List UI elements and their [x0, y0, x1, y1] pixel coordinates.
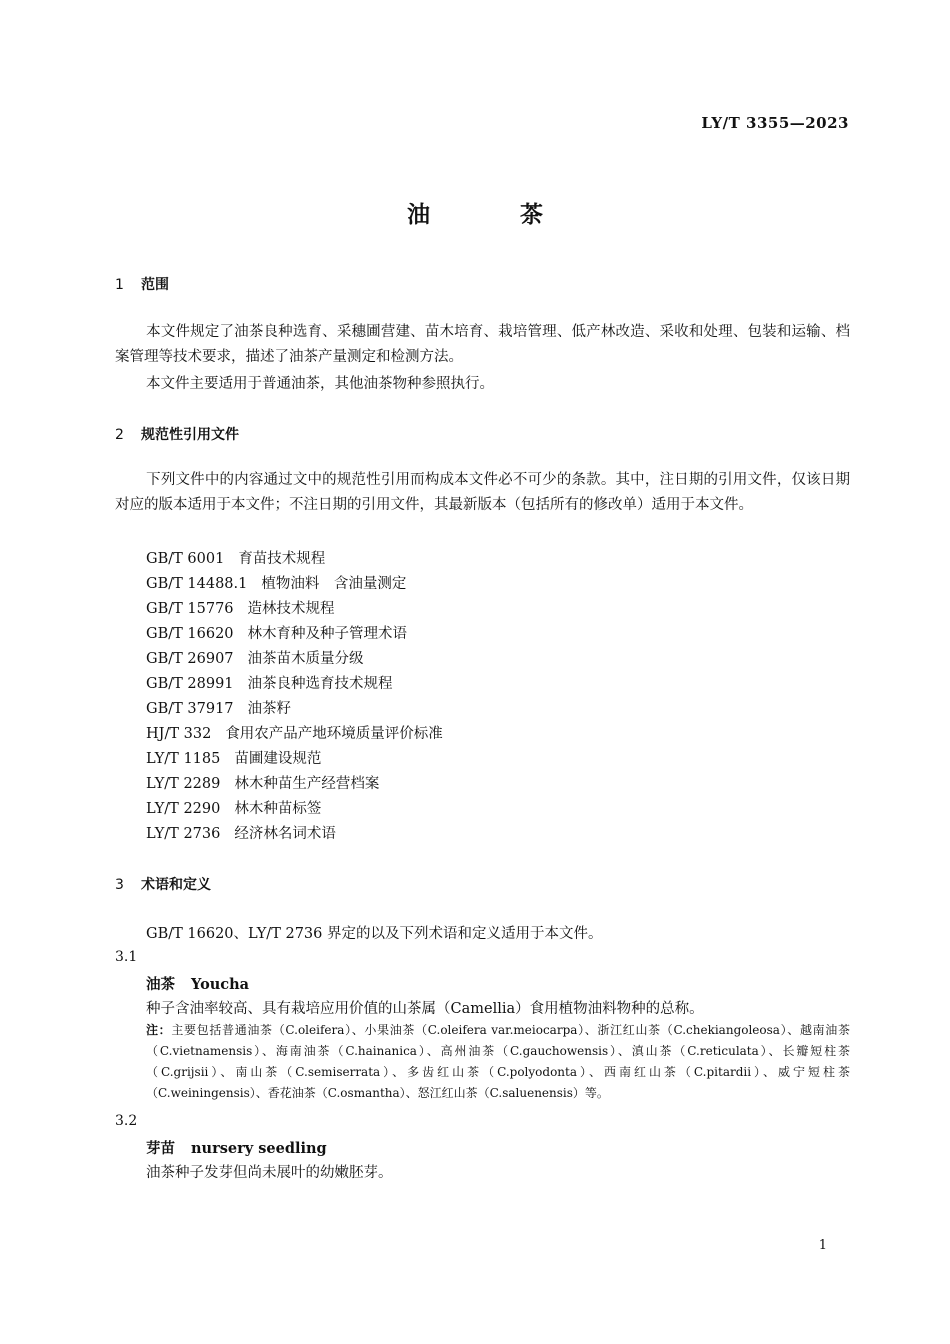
- scope-paragraph-1: 本文件规定了油茶良种选育、采穗圃营建、苗木培育、栽培管理、低产林改造、采收和处理、包装和运输、档案管理等技术要求，描述了油茶产量测定和检测方法。: [115, 324, 850, 365]
- term-definition: 种子含油率较高、具有栽培应用价值的山茶属（Camellia）食用植物油料物种的总称。: [146, 1001, 704, 1017]
- document-title: [0, 196, 950, 229]
- term-chinese: 芽苗: [146, 1140, 175, 1157]
- section-title: 术语和定义: [141, 877, 211, 893]
- reference-item: LY/T 1185 苗圃建设规范: [146, 751, 322, 767]
- section-title: 规范性引用文件: [141, 427, 239, 443]
- term-definition: 油茶种子发芽但尚未展叶的幼嫩胚芽。: [146, 1165, 393, 1181]
- reference-item: GB/T 14488.1 植物油料 含油量测定: [146, 576, 407, 592]
- section-1-heading: [115, 274, 169, 294]
- reference-item: GB/T 37917 油茶籽: [146, 701, 292, 717]
- reference-item: LY/T 2289 林木种苗生产经营档案: [146, 776, 380, 792]
- title-char-2: 茶: [520, 201, 543, 228]
- title-char-1: 油: [407, 201, 430, 228]
- section-2-heading: [115, 424, 239, 444]
- reference-item: LY/T 2736 经济林名词术语: [146, 826, 336, 842]
- reference-item: LY/T 2290 林木种苗标签: [146, 801, 322, 817]
- normative-references-intro: 下列文件中的内容通过文中的规范性引用而构成本文件必不可少的条款。其中，注日期的引用文件，仅该日期对应的版本适用于本文件；不注日期的引用文件，其最新版本（包括所有的修改单）适用于本文件。: [115, 472, 850, 513]
- reference-item: GB/T 16620 林木育种及种子管理术语: [146, 626, 408, 642]
- section-number: 2: [115, 427, 124, 443]
- section-number: 1: [115, 277, 124, 293]
- reference-item: HJ/T 332 食用农产品产地环境质量评价标准: [146, 726, 443, 742]
- term-heading: [146, 973, 249, 994]
- reference-item: GB/T 28991 油茶良种选育技术规程: [146, 676, 393, 692]
- clause-number: 3.2: [115, 1113, 138, 1129]
- standard-number: LY/T 3355—2023: [701, 114, 849, 132]
- terms-intro: GB/T 16620、LY/T 2736 界定的以及下列术语和定义适用于本文件。: [146, 926, 603, 942]
- reference-item: GB/T 15776 造林技术规程: [146, 601, 335, 617]
- page-number: 1: [818, 1238, 827, 1253]
- scope-paragraph-2: 本文件主要适用于普通油茶，其他油茶物种参照执行。: [146, 376, 494, 392]
- section-3-heading: [115, 874, 211, 894]
- section-number: 3: [115, 877, 124, 893]
- clause-number: 3.1: [115, 949, 138, 965]
- term-heading: [146, 1137, 327, 1158]
- term-english: Youcha: [191, 976, 250, 993]
- term-chinese: 油茶: [146, 976, 175, 993]
- reference-item: GB/T 6001 育苗技术规程: [146, 551, 326, 567]
- term-note: 注：主要包括普通油茶（C.oleifera）、小果油茶（C.oleifera var.meiocarpa）、浙江红山茶（C.chekiangoleosa）、越南油茶（C.vietnamensis）、海南油茶（C.hainanica）、高州油茶（C.gauchowensis）、滇山茶（C.reticulata）、长瓣短柱茶（C.grijsii）、南山茶（C.semiserrata）、多齿红山茶（C.polyodonta）、西南红山茶（C.pitardii）、威宁短柱茶（C.weiningensis）、香花油茶（C.osmantha）、怒江红山茶（C.saluenensis）等。: [146, 1023, 850, 1100]
- reference-item: GB/T 26907 油茶苗木质量分级: [146, 651, 364, 667]
- term-english: nursery seedling: [191, 1140, 327, 1157]
- section-title: 范围: [141, 277, 169, 293]
